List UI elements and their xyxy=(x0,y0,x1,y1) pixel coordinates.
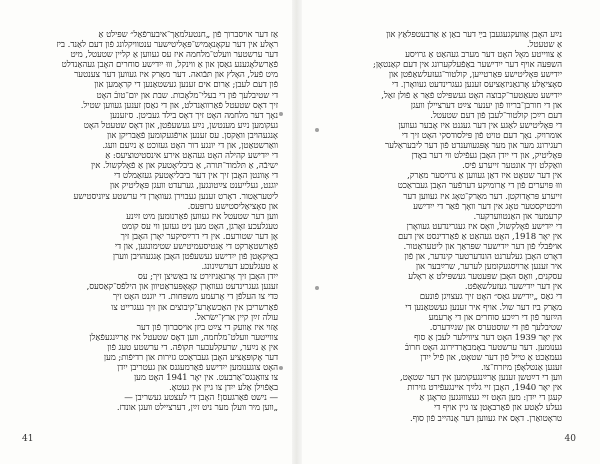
text-line: „ווען מיר וועלן מער ניט זײַן, דערציילט וועגן אונדז. xyxy=(116,403,278,414)
text-line: קרעמער און האַנטווערקער. xyxy=(473,211,562,222)
text-line: ייִדן האָבן זיך אָרגאַניזירט צו באַשיצן זיך; עס xyxy=(137,272,278,283)
text-line: אַ טעגלעכע דערשײַנונג. xyxy=(201,262,278,273)
text-line: געלע לאַטע און פֿאַרבאָטן צו גיין אויף די xyxy=(433,403,562,414)
text-line: די ייִדישע קהילה האָט געהאַט אירע אינסטיטוציעס: אַ xyxy=(105,151,278,162)
text-line: די שטיבלעך פֿון די בעלי־מלאָכות. שבת און יום־טובֿ האָט xyxy=(96,90,278,101)
right-page-text xyxy=(306,30,574,426)
text-line: אומרויִק. נאָך דעם טויט פֿון פּילסודסקי האָט זיך די xyxy=(401,130,562,141)
text-line: נײַע האָבן אַוועקגעגעבן בײַ דער באַן אַ אַרבעטפּלאַץ און xyxy=(386,30,562,40)
text-line: פֿאַרשריבן אין האַכשאָרע־קיבוצים און זיך געגרייט צו xyxy=(111,302,278,313)
text-line: פּאָליטיק, און די ייִדן האָבן געפֿילט ווי דער באָדן xyxy=(411,151,562,162)
text-line: דער אָקופּאַציע האָבן געבראַכט גזירות און רדיפֿות; מען xyxy=(103,353,278,363)
text-line: איר זענען אַרויסגעקומען לערער, שרײַבער און xyxy=(415,262,562,273)
text-line: וווּ פּויערים פֿון די אַרומיקע דערפֿער האָבן געבראַכט xyxy=(397,181,562,192)
text-line: געקומען נײַע מענטשן, נײַע געשעפֿטן, און דאָס שטעטל האָט xyxy=(83,120,278,131)
left-page-number: 41 xyxy=(22,434,34,444)
text-line: רעגירונג מער און מער אָפּגעווענדט פֿון דער ליבעראַלער xyxy=(385,141,562,152)
scan-speck xyxy=(315,128,319,132)
text-line: אַ שטעטל. xyxy=(526,40,562,51)
text-line: אָנגעהויבן וואַקסן. עס זענען אויפֿגעקומען פֿאַבריקן און xyxy=(107,130,278,141)
text-line: און סאָציאַליסטישע גרופּעס. xyxy=(187,201,278,212)
text-line: מאַרק ביז דער שול. אויף איר זענען געשטאַנען די xyxy=(405,302,562,313)
left-page xyxy=(22,30,290,426)
text-line: אין דער שטאָט איז דאַן געווען אַ גרויסער מאַרק, xyxy=(407,171,562,182)
book-gutter xyxy=(292,0,302,464)
text-line: ייִדישע פּאָליטישע פּאַרטייען, קולטור־געזעלשאַפֿטן און xyxy=(388,70,562,81)
text-line: זענען געגרינדעט געוואָרן קאָאָפּעראַטיוון און הילפֿס־קאַסעס, xyxy=(86,282,278,293)
text-line: זיך דאָס שטעטל פֿאַרוואַנדלט, און די גאַסן זענען געווען שטיל. xyxy=(80,100,278,111)
text-line: ייִדישע טעאַטער־קבוצה האָט געשפּילט פֿאַר אַ פֿולן זאַל, xyxy=(381,90,562,101)
text-line: זייערע פּראָדוקטן. דער מאַרק־טאָג איז געווען דער xyxy=(403,191,562,202)
scan-speck xyxy=(315,286,319,290)
text-line: טראָטואַרן. דאָס איז געווען דער אָנהייב פֿון סוף. xyxy=(409,413,562,424)
text-line: פֿאַרשלאָגענע גאַסן און אַ ווינקל, וווּ ייִדישע סוחרים האָבן געהאַנדלט xyxy=(61,60,278,71)
text-line: מיט פֿעל, האָלץ און תּבֿואה. דער מאַרק איז געווען דער צענטער xyxy=(74,70,278,81)
text-line: באָיקאָטן פֿון ייִדישע געשעפֿטן האָבן אָנגעהויבן ווערן xyxy=(112,252,278,263)
text-line: עסקנים, וואָס האָבן שפּעטער געשפּילט אַ ראָלע xyxy=(408,272,562,283)
text-line: ליטעראַטור. דאָרט זענען געבוירן געוואָרן די ערשטע ציוניסטישע xyxy=(73,191,278,202)
text-line: אַז דער אויסברוך פֿון „חנטעלמאַך־איבערפֿאַל״ שפּילט אַ xyxy=(98,30,278,40)
right-page xyxy=(306,30,574,426)
text-line: שטיבלעך פֿון די שוסטערס און שנײַדערס. xyxy=(429,322,562,333)
text-line: אויפֿבלי פֿון דער ייִדישער שפּראַך און ליטעראַטור. xyxy=(403,241,562,252)
text-line: ווען דער שטעטל איז געווען פֿאַרנומען מיט זײַנע xyxy=(126,211,278,222)
text-line: האָט צוגענומען ייִדישע פֿאַרמעגנס און געטריבן ייִדן xyxy=(117,363,278,374)
text-line: די גאַס „ייִדישע גאַס״ האָט זיך געצויגן פֿונעם xyxy=(419,292,562,303)
text-line: אַ צווייטע מאָל האָט דער מערב געהאַט אַ גרויסע xyxy=(405,50,562,61)
text-line: ישיבֿה, אַ תּלמוד־תּורה, אַ ביבליאָטעק און אַ פֿאָלקשול. אין xyxy=(90,161,278,172)
text-line: דאָרט האָבן געלערנט הונדערטער קינדער, און פֿון xyxy=(404,252,562,263)
text-line: צווייטער וועלט־מלחמה, ווען דאָס שטעטל איז אַרײַנגעפֿאַלן xyxy=(89,332,278,343)
right-page-number: 40 xyxy=(564,434,576,444)
text-line: אין יאָר 1918, האָט געהאַט אַ פֿאַרדינסט אין דעם xyxy=(397,231,562,242)
text-line: וואַקלט זיך אונטער זייערע פֿיס. xyxy=(462,161,562,172)
text-line: נאָך דער מלחמה האָט זיך דאָס בילד געביטן. ס׳זענען xyxy=(110,110,278,121)
text-line: די ייִדישע פֿאָלקשול, וואָס איז געגרינדעט געוואָרן xyxy=(406,221,562,232)
left-page-text xyxy=(22,30,290,426)
text-line: גענומען. דער ערשטער באָמבאַרדירונג האָט חרובֿ xyxy=(404,342,562,353)
text-line: אָן דער שטורעם. אין די דרײַסיקער יאָרן האָבן זיך xyxy=(120,231,278,242)
text-line: באַפֿוילן אַלע ייִדן צו גיין אין געטאָ. xyxy=(169,383,278,394)
text-line: אין אַ נײַער, שרעקלעכער תּקופֿה. די ערשטע טעג פֿון xyxy=(107,342,278,353)
text-line: צו צוואַנגס־אַרבעט. אין יאָר 1941 האָט מען xyxy=(133,373,278,384)
text-line: אין יאָר 1939 האָט דער ציווילער לעבן אַ סוף xyxy=(414,332,562,343)
text-line: אין דער ייִדישער געזעלשאַפֿט. xyxy=(464,282,562,293)
text-line: עולה זײַן קיין ארץ־ישׂראל. xyxy=(194,312,278,323)
text-line: סאָציאַלע אָרגאַניזאַציעס זענען געגרינדעט געוואָרן. די xyxy=(391,80,562,91)
text-line: דער ערשטער וועלט־מלחמה איז עס געווען אַ קליין שטעטל, מיט xyxy=(70,50,278,61)
text-line: אין יאָר 1940, האָבן זיי גלײַך איינגעפֿירט גזירות xyxy=(407,383,562,394)
text-line: ראָלע אין דער עקאָנאָמיש־פּאָליטישער ענטוויקלונג פֿון דעם לאַנד. ביז xyxy=(56,40,278,51)
text-line: געמאַכט אַ טייל פֿון דער שטאָט, און פֿיל ייִדן xyxy=(420,353,562,363)
text-line: אַזוי איז אַוועק די צײַט ביזן אויסברוך פֿון דער xyxy=(136,322,278,333)
scan-speck xyxy=(279,112,283,116)
text-line: פֿאַרשטאַרקט די אַנטיסעמיטישע שטימונגען, און די xyxy=(114,241,278,252)
text-line: וואַרשטאַטן, און די יונגע דור האָט געזוכט אַ נײַעם וועג. xyxy=(102,141,278,152)
text-line: כּדי צו העלפֿן די אָרעמע משפּחות. די יוגנט האָט זיך xyxy=(112,292,278,303)
text-line: די פּאָליטישע לאַגע אין דער געגנט איז אָבער געווען xyxy=(398,120,562,131)
text-line: ווען די דײַטשן זענען אַרײַנגעקומען אין דער שטאָט, xyxy=(400,373,562,384)
text-line: השפּעה אויף דער ייִדישער באַפֿעלקערונג אין דעם קאַנטאָן; xyxy=(373,60,562,71)
scan-speck xyxy=(279,366,283,370)
text-line: יוגנט, געלייענט צײַטונגען, גערעדט וועגן פּאָליטיק און xyxy=(109,181,278,192)
text-line: און די חורבן־בריוו פֿון יענער צײַט דערציילן וועגן xyxy=(410,100,562,111)
text-line: — נישט פֿאַרגעסן! האָבן די לעצטע געשריבן — xyxy=(124,393,278,404)
text-line: טעגלעכע זאָרגן, האָט מען ניט געזען ווי עס קומט xyxy=(121,221,278,232)
text-line: די אָוונטן האָבן זיך אין דער ביבליאָטעק געזאַמלט די xyxy=(114,171,278,182)
text-line: הײַזער פֿון די רײַכע סוחרים און די אָרעמע xyxy=(428,312,562,323)
text-line: פֿון דעם לעבן; אַרום אים זענען געשטאַנען די קראָמען און xyxy=(94,80,278,91)
text-line: קעגן די ייִדן: מען האָט זיי געצוווּנגען טראָגן אַ xyxy=(419,393,562,404)
text-line: זענען אַנטלאָפֿן מיזרח־צו. xyxy=(480,363,562,374)
text-line: וויכטיקסטער טאָג אין דער וואָך פֿאַר די ייִדישע xyxy=(413,201,562,212)
text-line: דעם רײַכן קולטור־לעבן פֿון דעם שטעטל. xyxy=(430,110,562,121)
